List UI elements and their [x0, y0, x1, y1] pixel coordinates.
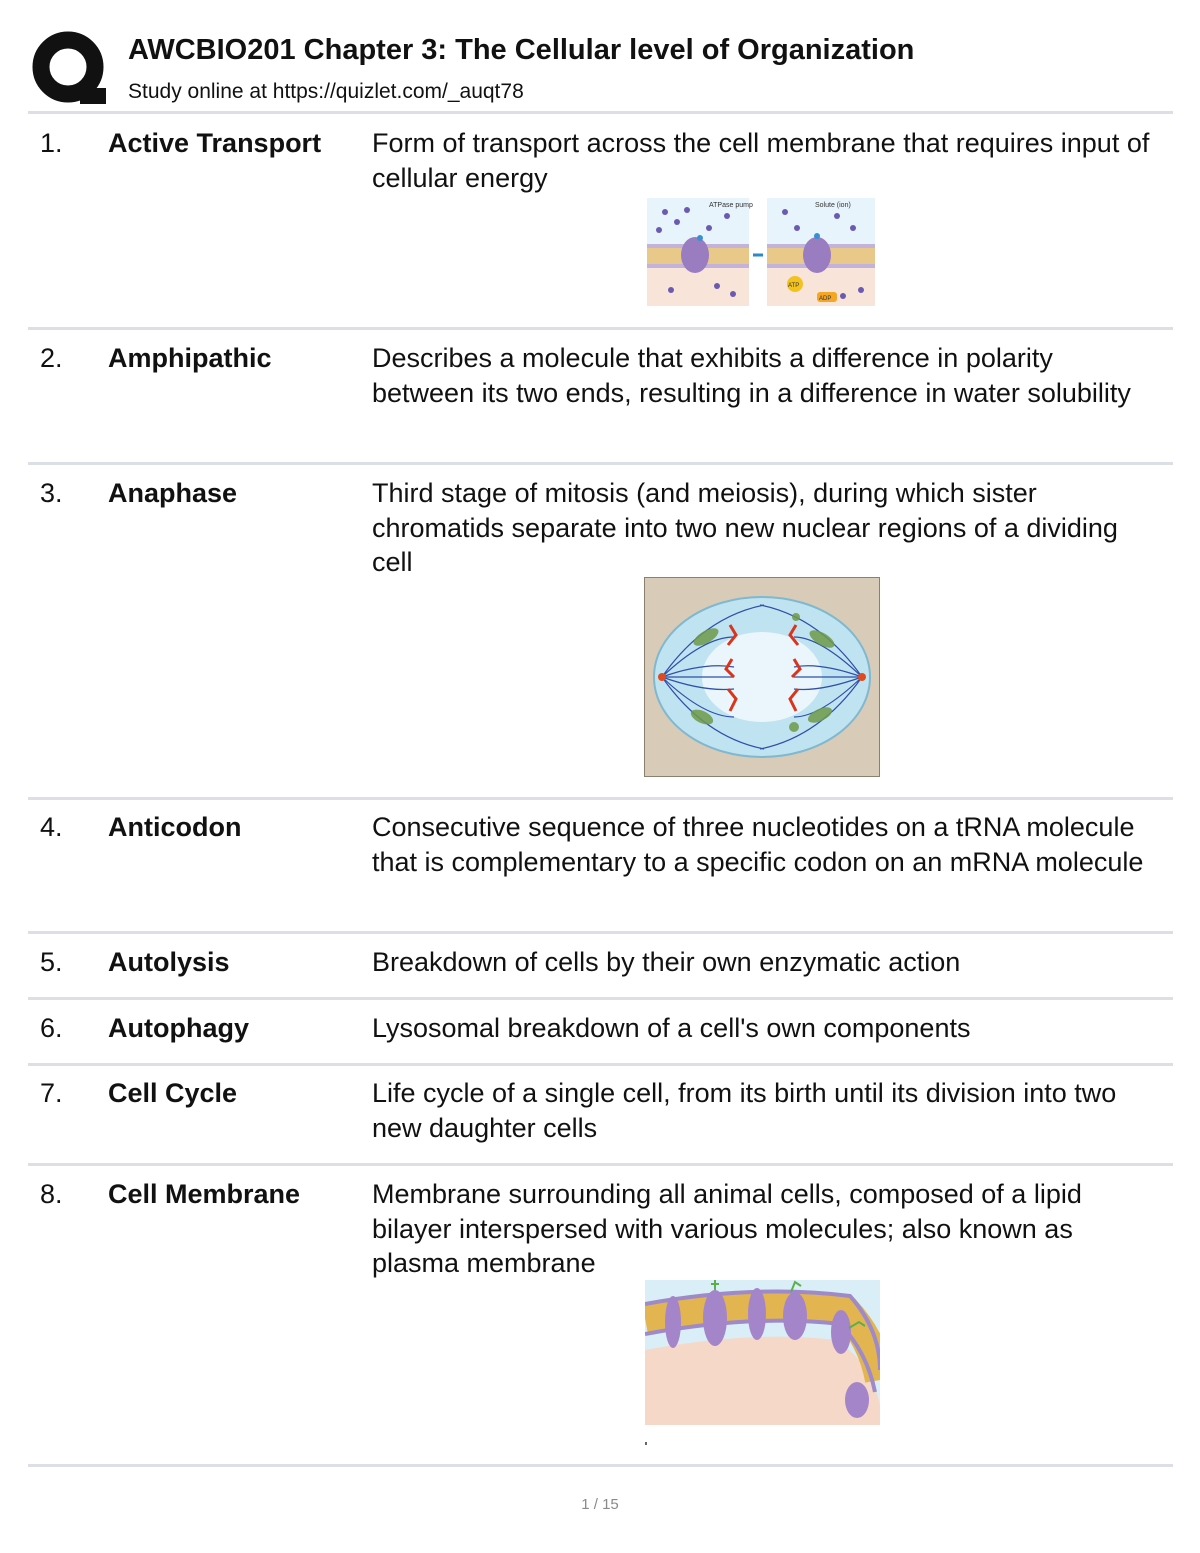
- study-link[interactable]: Study online at https://quizlet.com/_auqt78: [128, 80, 524, 103]
- term-label: Anaphase: [108, 478, 238, 508]
- figure-label: Solute (ion): [815, 202, 851, 209]
- term-number: 7.: [40, 1078, 63, 1108]
- term-label: Active Transport: [108, 128, 322, 158]
- term-label: Autolysis: [108, 947, 230, 977]
- divider: [28, 1163, 1173, 1166]
- divider: [28, 327, 1173, 330]
- term-label: Cell Membrane: [108, 1179, 301, 1209]
- quizlet-logo-icon[interactable]: [32, 30, 108, 106]
- cell-membrane-figure: [645, 1280, 880, 1445]
- divider: [28, 1063, 1173, 1066]
- divider: [28, 1464, 1173, 1467]
- term-definition: Breakdown of cells by their own enzymatic action: [372, 947, 961, 977]
- term-definition: Describes a molecule that exhibits a difference in polarity between its two ends, resulting in a difference in water solubility: [372, 343, 1131, 408]
- document-header: [28, 28, 1173, 112]
- divider: [28, 997, 1173, 1000]
- figure-label: ATPase pump: [709, 202, 753, 209]
- term-number: 5.: [40, 947, 63, 977]
- term-number: 6.: [40, 1013, 63, 1043]
- term-definition: Form of transport across the cell membrane that requires input of cellular energy: [372, 128, 1150, 193]
- divider: [28, 931, 1173, 934]
- term-label: Cell Cycle: [108, 1078, 238, 1108]
- term-number: 3.: [40, 478, 63, 508]
- term-definition: Life cycle of a single cell, from its birth until its division into two new daughter cells: [372, 1078, 1117, 1143]
- term-label: Autophagy: [108, 1013, 249, 1043]
- term-definition: Membrane surrounding all animal cells, composed of a lipid bilayer interspersed with various molecules; also known as plasma membrane: [372, 1179, 1082, 1278]
- divider: [28, 797, 1173, 800]
- figure-label: ADP: [819, 296, 832, 302]
- divider: [28, 462, 1173, 465]
- term-number: 2.: [40, 343, 63, 373]
- term-label: Amphipathic: [108, 343, 272, 373]
- term-number: 8.: [40, 1179, 63, 1209]
- page-number: 1 / 15: [581, 1496, 619, 1513]
- anaphase-figure: [644, 577, 880, 777]
- active-transport-figure: [647, 198, 875, 306]
- term-number: 1.: [40, 128, 63, 158]
- term-label: Anticodon: [108, 812, 242, 842]
- term-definition: Consecutive sequence of three nucleotides on a tRNA molecule that is complementary to a specific codon on an mRNA molecule: [372, 812, 1144, 877]
- term-number: 4.: [40, 812, 63, 842]
- term-definition: Third stage of mitosis (and meiosis), during which sister chromatids separate into two new nuclear regions of a dividing cell: [372, 478, 1118, 577]
- page-title: AWCBIO201 Chapter 3: The Cellular level of Organization: [128, 34, 915, 66]
- figure-label: ATP: [788, 283, 800, 289]
- term-definition: Lysosomal breakdown of a cell's own components: [372, 1013, 971, 1043]
- divider: [28, 111, 1173, 114]
